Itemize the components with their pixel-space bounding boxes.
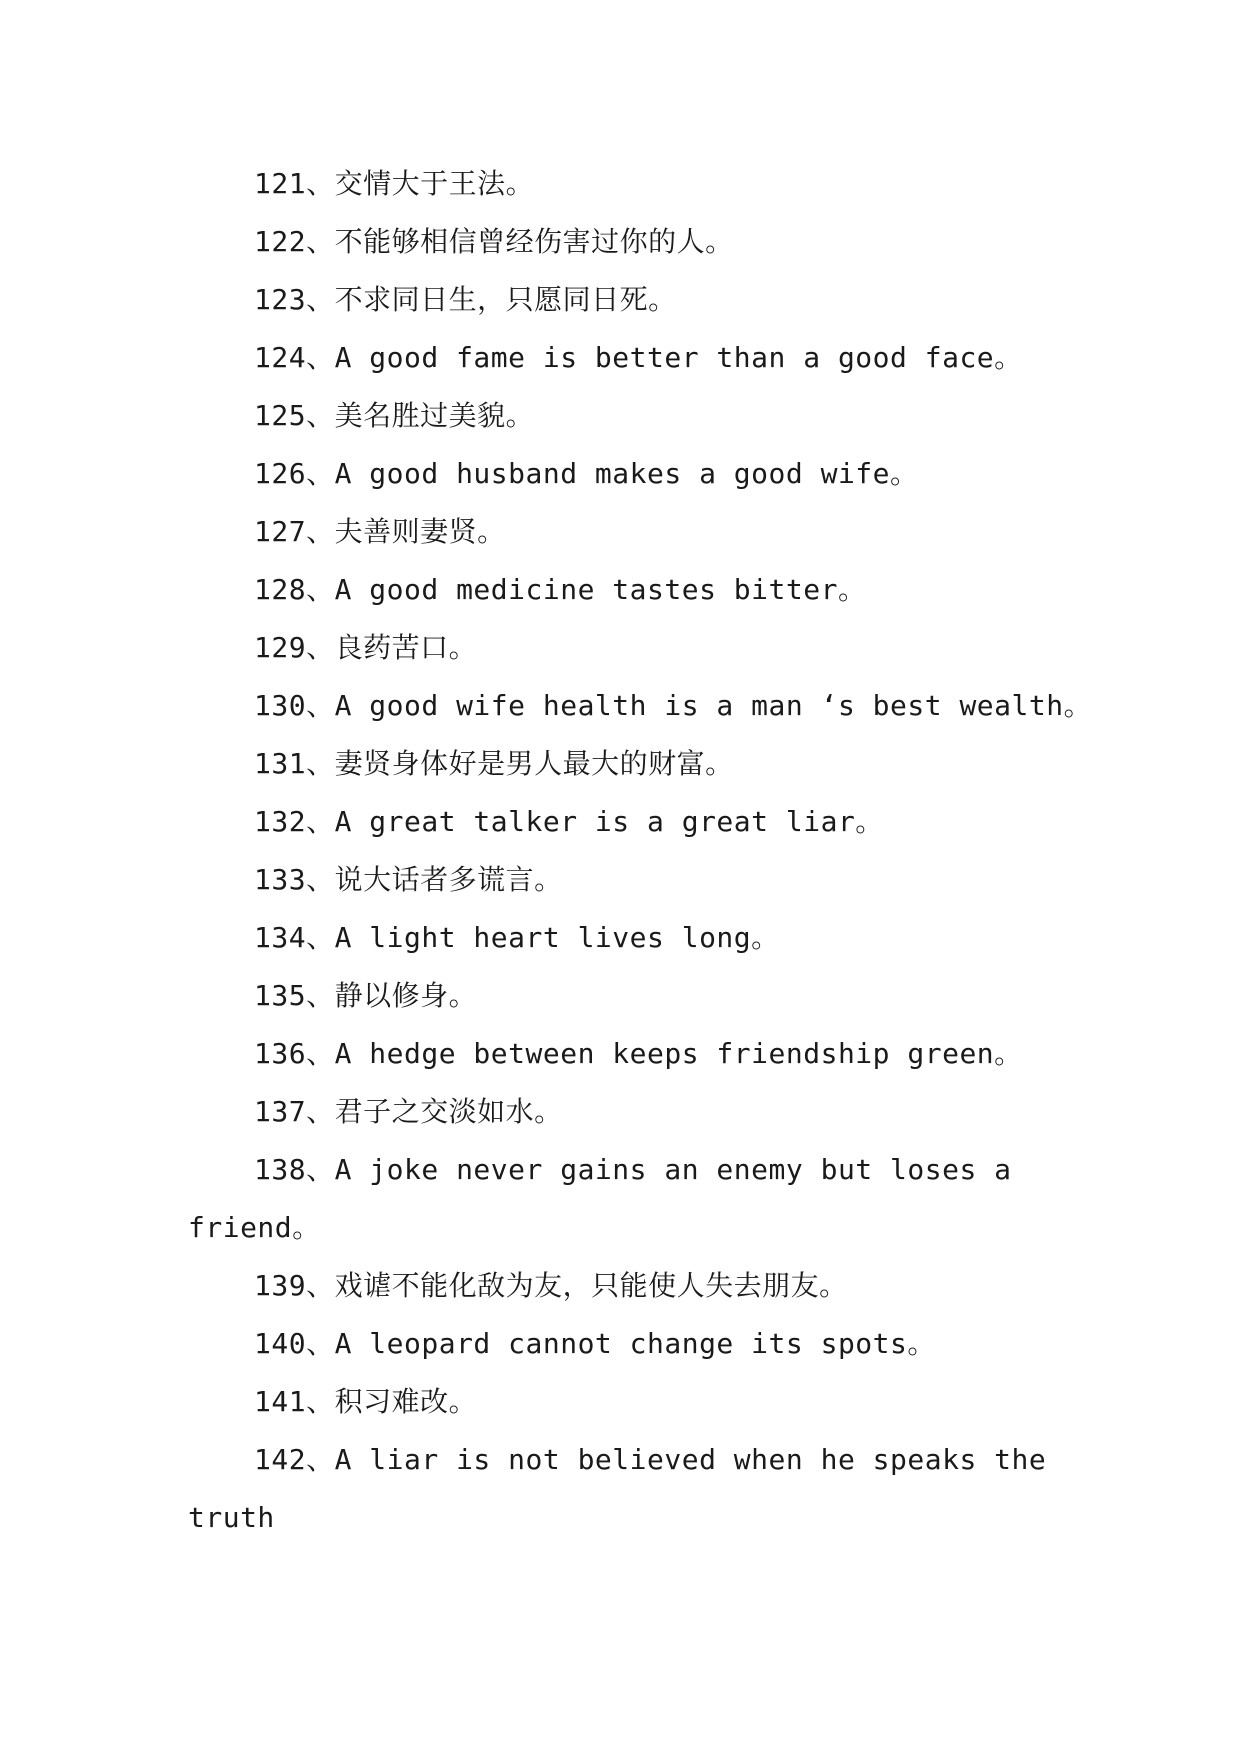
proverb-line-125: 125、美名胜过美貌。 xyxy=(254,399,535,432)
proverb-line-128: 128、A good medicine tastes bitter。 xyxy=(254,573,867,606)
proverb-line-131: 131、妻贤身体好是男人最大的财富。 xyxy=(254,747,734,780)
proverb-line-136: 136、A hedge between keeps friendship green。 xyxy=(254,1037,1023,1070)
proverb-line-138-continued: friend。 xyxy=(188,1211,321,1244)
proverb-line-133: 133、说大话者多谎言。 xyxy=(254,863,563,896)
proverb-line-132: 132、A great talker is a great liar。 xyxy=(254,805,884,838)
proverb-line-141: 141、积习难改。 xyxy=(254,1385,478,1418)
proverb-line-121: 121、交情大于王法。 xyxy=(254,167,535,200)
proverb-line-124: 124、A good fame is better than a good face。 xyxy=(254,341,1023,374)
proverb-line-122: 122、不能够相信曾经伤害过你的人。 xyxy=(254,225,734,258)
proverb-line-129: 129、良药苦口。 xyxy=(254,631,478,664)
proverb-line-138: 138、A joke never gains an enemy but loses a xyxy=(254,1153,1012,1186)
proverb-line-130: 130、A good wife health is a man ‘s best wealth。 xyxy=(254,689,1093,722)
proverb-line-123: 123、不求同日生，只愿同日死。 xyxy=(254,283,677,316)
proverb-line-140: 140、A leopard cannot change its spots。 xyxy=(254,1327,936,1360)
proverb-line-139: 139、戏谑不能化敌为友，只能使人失去朋友。 xyxy=(254,1269,848,1302)
proverb-line-135: 135、静以修身。 xyxy=(254,979,478,1012)
proverb-line-137: 137、君子之交淡如水。 xyxy=(254,1095,563,1128)
proverb-line-134: 134、A light heart lives long。 xyxy=(254,921,780,954)
proverb-line-126: 126、A good husband makes a good wife。 xyxy=(254,457,919,490)
proverb-line-127: 127、夫善则妻贤。 xyxy=(254,515,506,548)
proverb-line-142-continued: truth xyxy=(188,1501,275,1534)
proverb-line-142: 142、A liar is not believed when he speaks the xyxy=(254,1443,1047,1476)
proverb-list xyxy=(188,155,1093,1547)
